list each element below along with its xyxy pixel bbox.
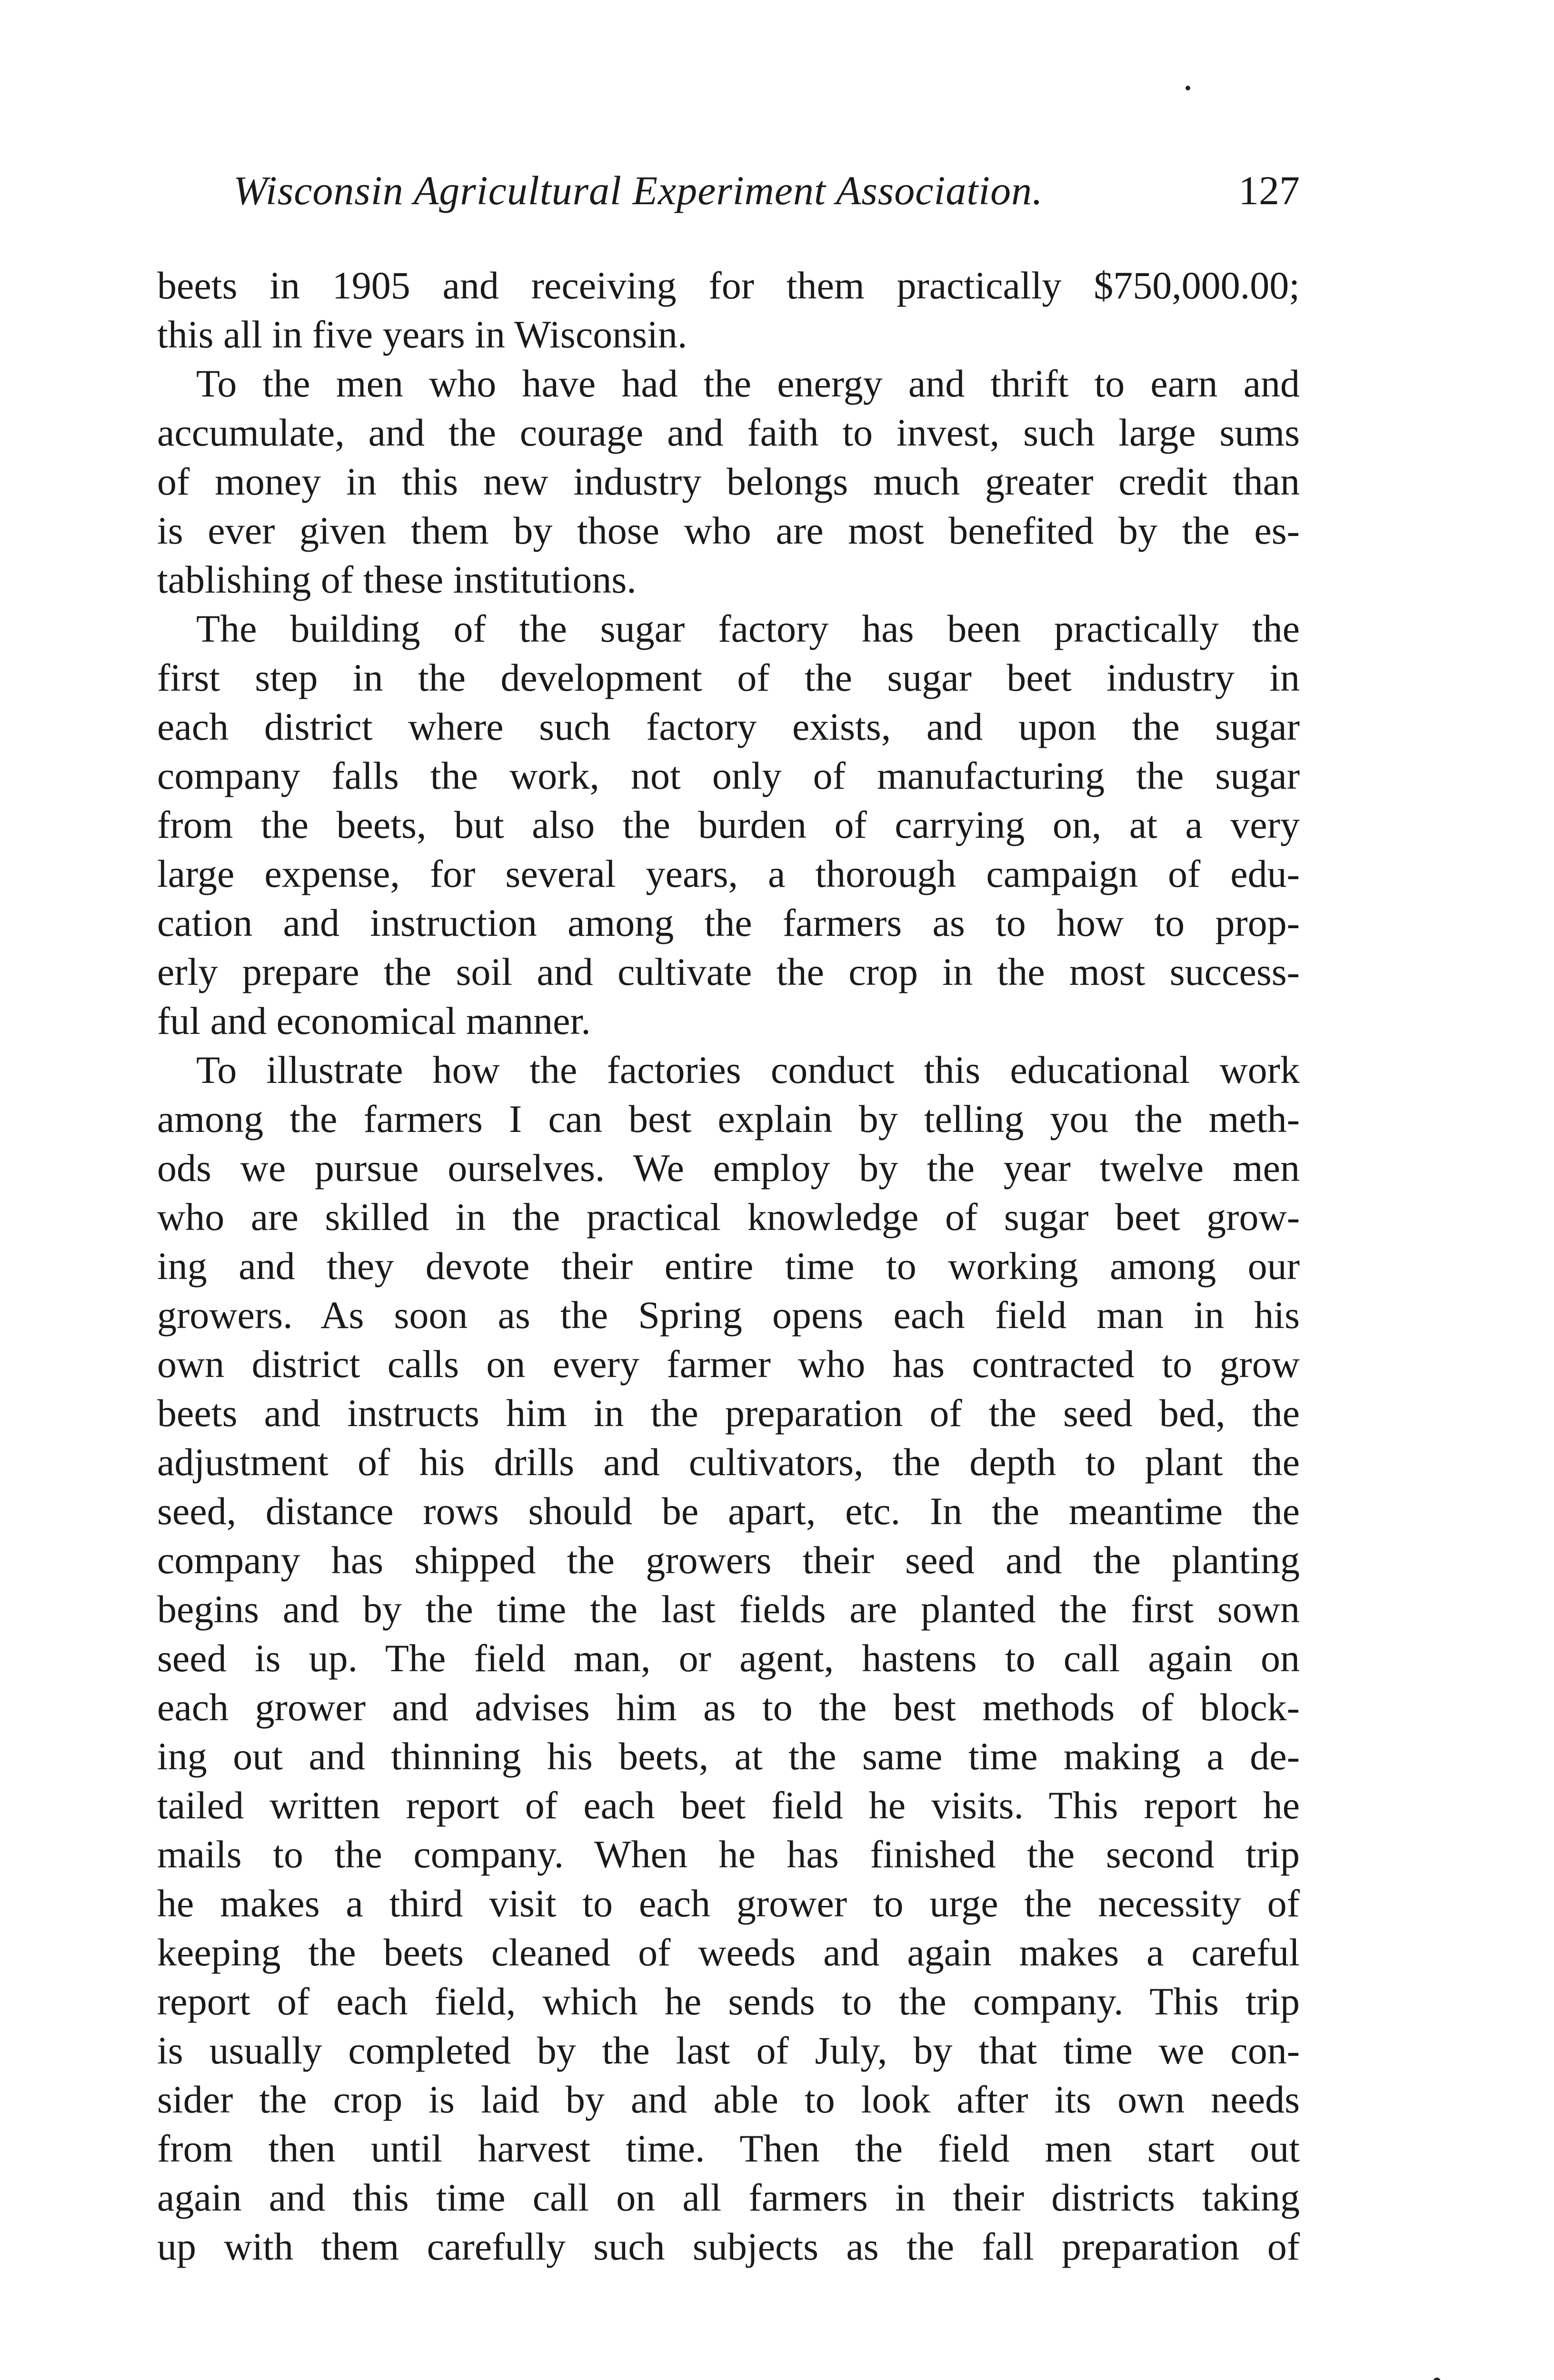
text-line: seed, distance rows should be apart, etc. In the meantime the (157, 1489, 1300, 1533)
text-line: is usually completed by the last of July, by that time we con- (157, 2029, 1300, 2072)
paragraph-start-line: To the men who have had the energy and thrift to earn and (196, 362, 1300, 405)
text-line: beets and instructs him in the preparation of the seed bed, the (157, 1391, 1300, 1435)
running-title: Wisconsin Agricultural Experiment Association. (233, 168, 1043, 213)
text-line: report of each field, which he sends to the company. This trip (157, 1980, 1300, 2023)
text-line: he makes a third visit to each grower to urge the necessity of (157, 1882, 1300, 1925)
text-line: tablishing of these institutions. (157, 558, 637, 601)
text-line: among the farmers I can best explain by telling you the meth- (157, 1097, 1300, 1140)
text-line: seed is up. The field man, or agent, hastens to call again on (157, 1636, 1300, 1680)
text-line: from then until harvest time. Then the field men start out (157, 2127, 1300, 2170)
ink-speck (1185, 86, 1190, 90)
text-line: who are skilled in the practical knowledge of sugar beet grow- (157, 1195, 1300, 1239)
body-text (157, 261, 1300, 2271)
text-line: keeping the beets cleaned of weeds and again makes a careful (157, 1931, 1300, 1974)
text-line: own district calls on every farmer who has contracted to grow (157, 1342, 1300, 1386)
text-line: ing out and thinning his beets, at the same time making a de- (157, 1735, 1300, 1778)
paragraph-start-line: To illustrate how the factories conduct this educational work (196, 1048, 1300, 1091)
text-line: mails to the company. When he has finished the second trip (157, 1833, 1300, 1876)
text-line: each grower and advises him as to the best methods of block- (157, 1686, 1300, 1729)
text-line: ful and economical manner. (157, 999, 591, 1042)
ink-speck (1433, 2378, 1441, 2380)
text-line: growers. As soon as the Spring opens each field man in his (157, 1293, 1300, 1337)
text-line: is ever given them by those who are most benefited by the es- (157, 509, 1300, 552)
text-line: begins and by the time the last fields are planted the first sown (157, 1587, 1300, 1631)
text-line: of money in this new industry belongs much greater credit than (157, 460, 1300, 503)
text-line: accumulate, and the courage and faith to invest, such large sums (157, 411, 1300, 454)
running-head (157, 167, 1300, 224)
text-line: from the beets, but also the burden of carrying on, at a very (157, 803, 1300, 846)
text-line: each district where such factory exists, and upon the sugar (157, 705, 1300, 748)
text-line: company falls the work, not only of manufacturing the sugar (157, 754, 1300, 797)
text-line: beets in 1905 and receiving for them practically $750,000.00; (157, 264, 1300, 307)
text-line: adjustment of his drills and cultivators, the depth to plant the (157, 1440, 1300, 1484)
text-line: this all in five years in Wisconsin. (157, 313, 687, 356)
text-line: again and this time call on all farmers in their districts taking (157, 2176, 1300, 2219)
page-number: 127 (1238, 168, 1300, 213)
text-line: tailed written report of each beet field he visits. This report he (157, 1784, 1300, 1827)
text-line: erly prepare the soil and cultivate the crop in the most success- (157, 950, 1300, 993)
text-line: sider the crop is laid by and able to look after its own needs (157, 2078, 1300, 2121)
paragraph-start-line: The building of the sugar factory has been practically the (196, 607, 1300, 650)
text-line: ods we pursue ourselves. We employ by the year twelve men (157, 1146, 1300, 1190)
text-line: large expense, for several years, a thorough campaign of edu- (157, 852, 1300, 895)
text-line: company has shipped the growers their seed and the planting (157, 1538, 1300, 1582)
text-line: first step in the development of the sugar beet industry in (157, 656, 1300, 699)
text-line: cation and instruction among the farmers as to how to prop- (157, 901, 1300, 944)
text-line: ing and they devote their entire time to working among our (157, 1244, 1300, 1288)
text-line: up with them carefully such subjects as the fall preparation of (157, 2225, 1300, 2268)
